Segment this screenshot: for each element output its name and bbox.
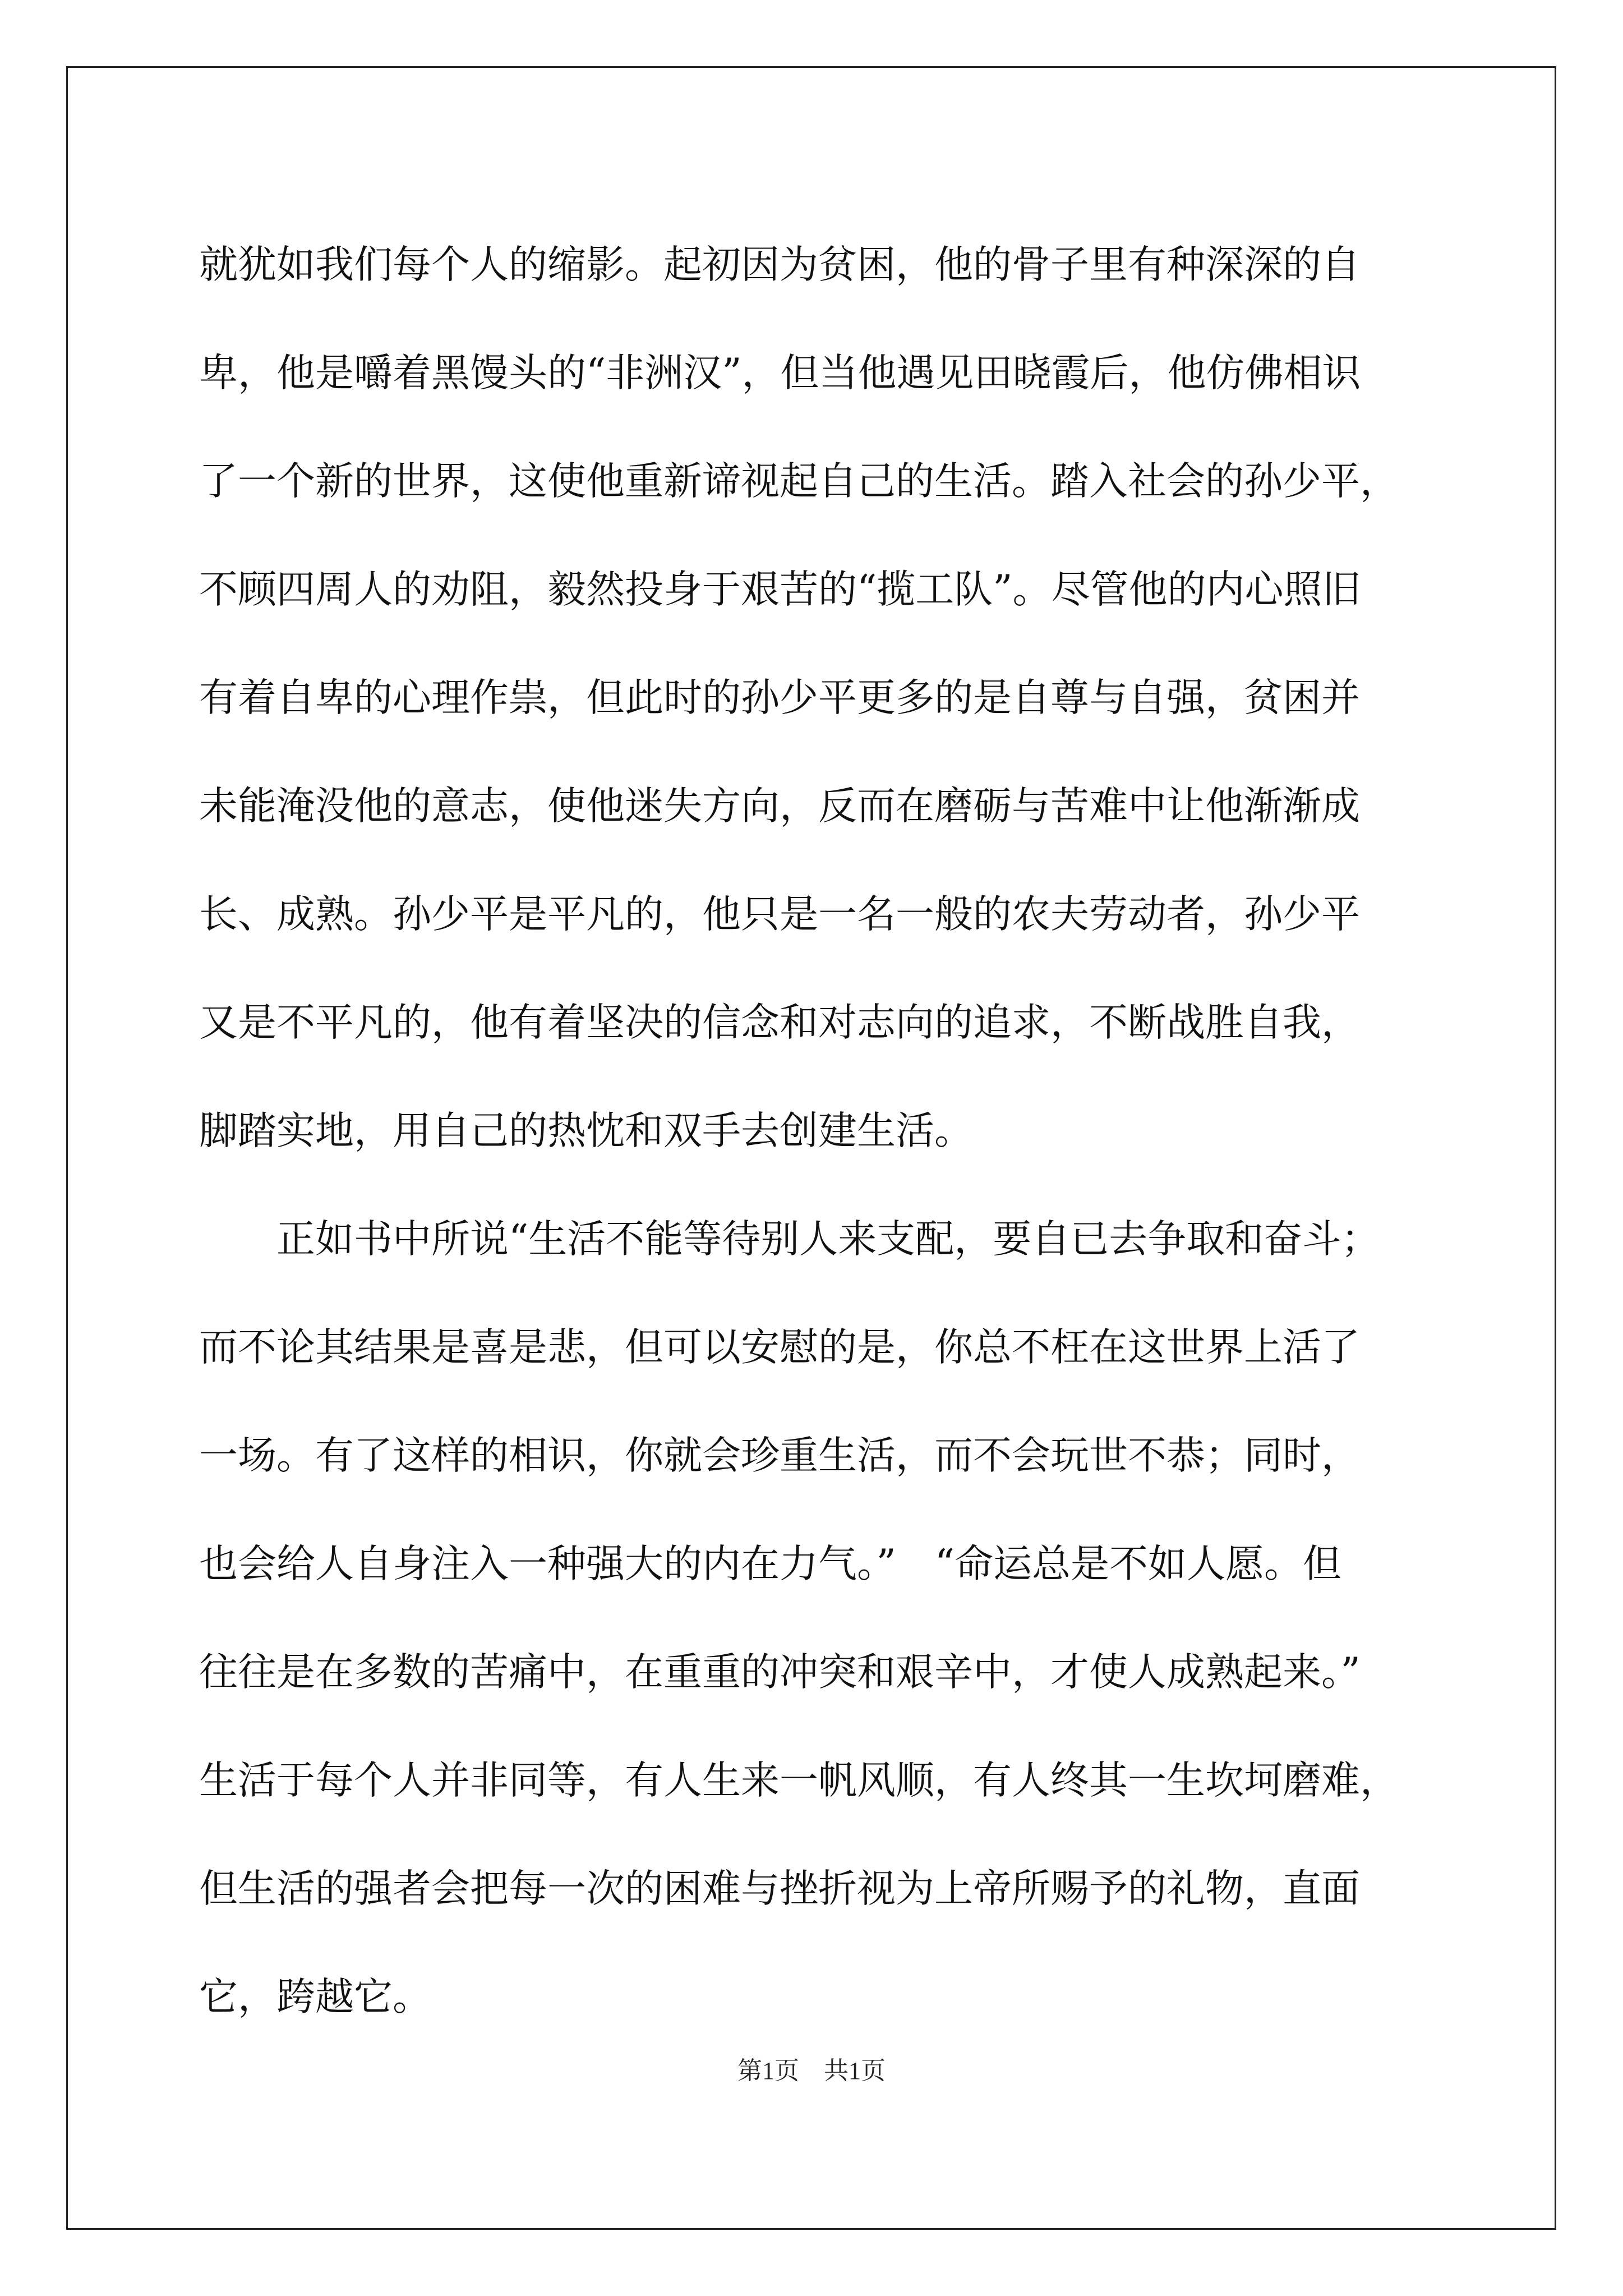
body-line: 正如书中所说“生活不能等待别人来支配，要自已去争取和奋斗； (199, 1217, 1380, 1262)
body-line: 卑，他是嚼着黑馒头的“非洲汉”，但当他遇见田晓霞后，他仿佛相识 (199, 351, 1361, 395)
body-line: 不顾四周人的劝阻，毅然投身于艰苦的“揽工队”。尽管他的内心照旧 (199, 567, 1361, 612)
body-line: 一场。有了这样的相识，你就会珍重生活，而不会玩世不恭；同时， (199, 1433, 1360, 1478)
body-line: 了一个新的世界，这使他重新谛视起自己的生活。踏入社会的孙少平， (199, 459, 1399, 504)
document-body (199, 211, 1433, 2051)
page-footer: 第1页 共1页 (737, 2057, 886, 2085)
body-line: 就犹如我们每个人的缩影。起初因为贫困，他的骨子里有种深深的自 (199, 242, 1360, 287)
body-line: 又是不平凡的，他有着坚决的信念和对志向的追求，不断战胜自我， (199, 1000, 1360, 1045)
body-line: 脚踏实地，用自己的热忱和双手去创建生活。 (199, 1108, 973, 1153)
body-line: 往往是在多数的苦痛中，在重重的冲突和艰辛中，才使人成熟起来。” (199, 1650, 1361, 1695)
body-line: 生活于每个人并非同等，有人生来一帆风顺，有人终其一生坎坷磨难， (199, 1758, 1399, 1803)
body-line: 长、成熟。孙少平是平凡的，他只是一名一般的农夫劳动者，孙少平 (199, 892, 1360, 937)
body-line: 也会给人自身注入一种强大的内在力气。” “命运总是不如人愿。但 (199, 1542, 1342, 1586)
body-line: 有着自卑的心理作祟，但此时的孙少平更多的是自尊与自强，贫困并 (199, 675, 1360, 720)
body-line: 未能淹没他的意志，使他迷失方向，反而在磨砺与苦难中让他渐渐成 (199, 784, 1360, 829)
body-line: 它，跨越它。 (199, 1975, 431, 2019)
body-line: 但生活的强者会把每一次的困难与挫折视为上帝所赐予的礼物，直面 (199, 1866, 1360, 1911)
body-line: 而不论其结果是喜是悲，但可以安慰的是，你总不枉在这世界上活了 (199, 1325, 1360, 1370)
